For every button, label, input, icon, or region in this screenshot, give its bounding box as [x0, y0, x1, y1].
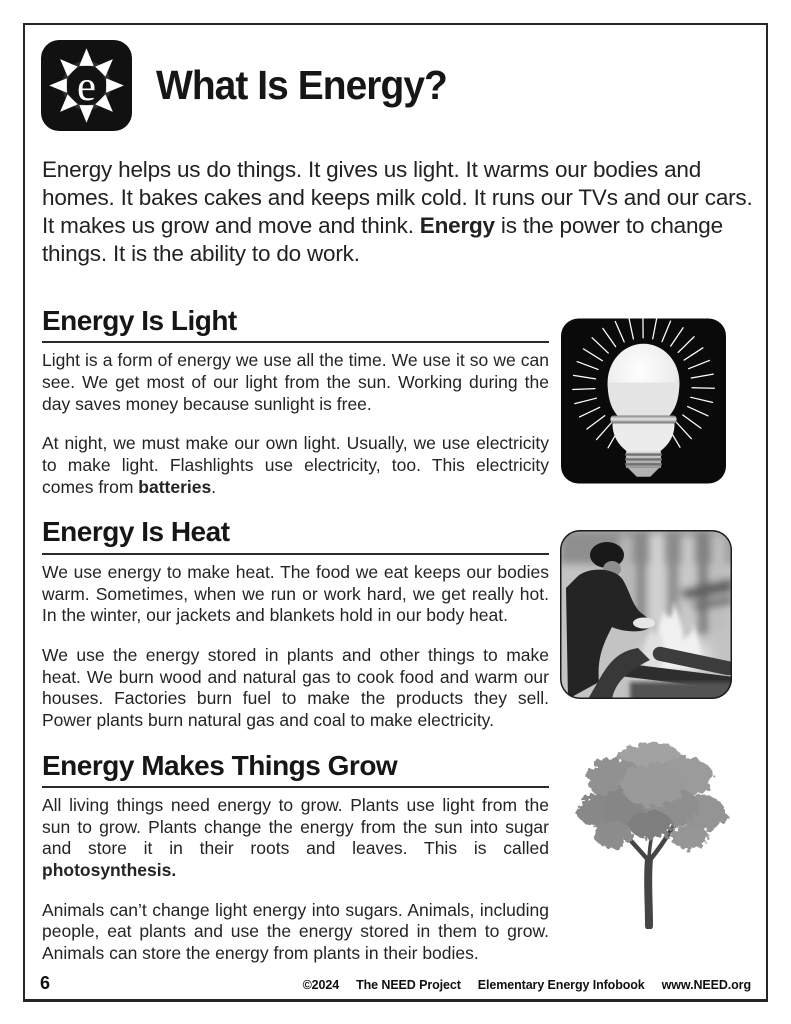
footer-organization: The NEED Project: [356, 978, 461, 992]
paragraph-text: Animals can’t change light energy into sugars. Animals, including people, eat plants and use the energy stored in them to grow. Animals can store the energy from plants in their bodies.: [42, 899, 549, 964]
footer-website: www.NEED.org: [661, 978, 751, 992]
section-paragraph: [42, 795, 549, 882]
section-paragraph: [42, 562, 549, 627]
section-heading: Energy Is Light: [42, 305, 549, 343]
light-bulb-image: [561, 318, 726, 484]
page-border-frame: [23, 23, 768, 1002]
section-heading: Energy Is Heat: [42, 516, 549, 554]
page-number: 6: [40, 973, 51, 993]
tree-canopy: [577, 742, 726, 849]
footer-publication: Elementary Energy Infobook: [477, 978, 645, 992]
intro-text: Energy helps us do things. It gives us light. It warms our bodies and homes. It bakes cakes and keeps milk cold. It runs our TVs and our cars. It makes us grow and move and think.: [42, 157, 753, 239]
section-paragraph: [42, 645, 549, 732]
paragraph-text: We use the energy stored in plants and other things to make heat. We burn wood and natural gas to cook food and warm our houses. Factories burn fuel to make the products they sell. Power plants burn natural gas and coal to make electricity.: [42, 644, 549, 730]
page-header: [41, 40, 462, 131]
section-paragraph: [42, 433, 549, 498]
logo-letter: e: [77, 63, 96, 111]
section-paragraph: [42, 350, 549, 415]
paragraph-text: We use energy to make heat. The food we eat keeps our bodies warm. Sometimes, when we run or work hard, we get really hot. In the winter, our jackets and blankets hold in our body heat.: [42, 561, 549, 626]
bold-term: photosynthesis.: [42, 860, 177, 881]
section-heading: Energy Makes Things Grow: [42, 750, 549, 788]
intro-text: is the power to change things. It is the ability to do work.: [42, 213, 723, 267]
section-energy-is-heat: [42, 516, 549, 731]
paragraph-text: Light is a form of energy we use all the time. We use it so we can see. We get most of our light from the sun. Working during the day saves money because sunlight is free.: [42, 350, 549, 414]
campfire-image: [560, 530, 732, 699]
section-energy-is-light: [42, 305, 549, 498]
tree-image: [565, 729, 735, 929]
need-logo-icon: [41, 40, 132, 131]
footer-credits: [303, 978, 751, 992]
paragraph-text: All living things need energy to grow. Plants use light from the sun to grow. Plants change the energy from the sun into sugar and store it in their roots and leaves. This is called: [42, 795, 549, 859]
footer-copyright: ©2024: [302, 978, 340, 992]
section-energy-makes-things-grow: [42, 750, 549, 965]
bold-term: batteries: [138, 476, 212, 497]
intro-bold-term: Energy: [419, 213, 495, 239]
paragraph-text: .: [211, 476, 217, 497]
section-paragraph: [42, 900, 549, 965]
content-column: [42, 305, 549, 983]
paragraph-text: At night, we must make our own light. Usually, we use electricity to make light. Flashlights use electricity, too. This electricity comes from: [42, 433, 549, 497]
intro-paragraph: [42, 156, 756, 269]
page-title: What Is Energy?: [156, 62, 447, 108]
